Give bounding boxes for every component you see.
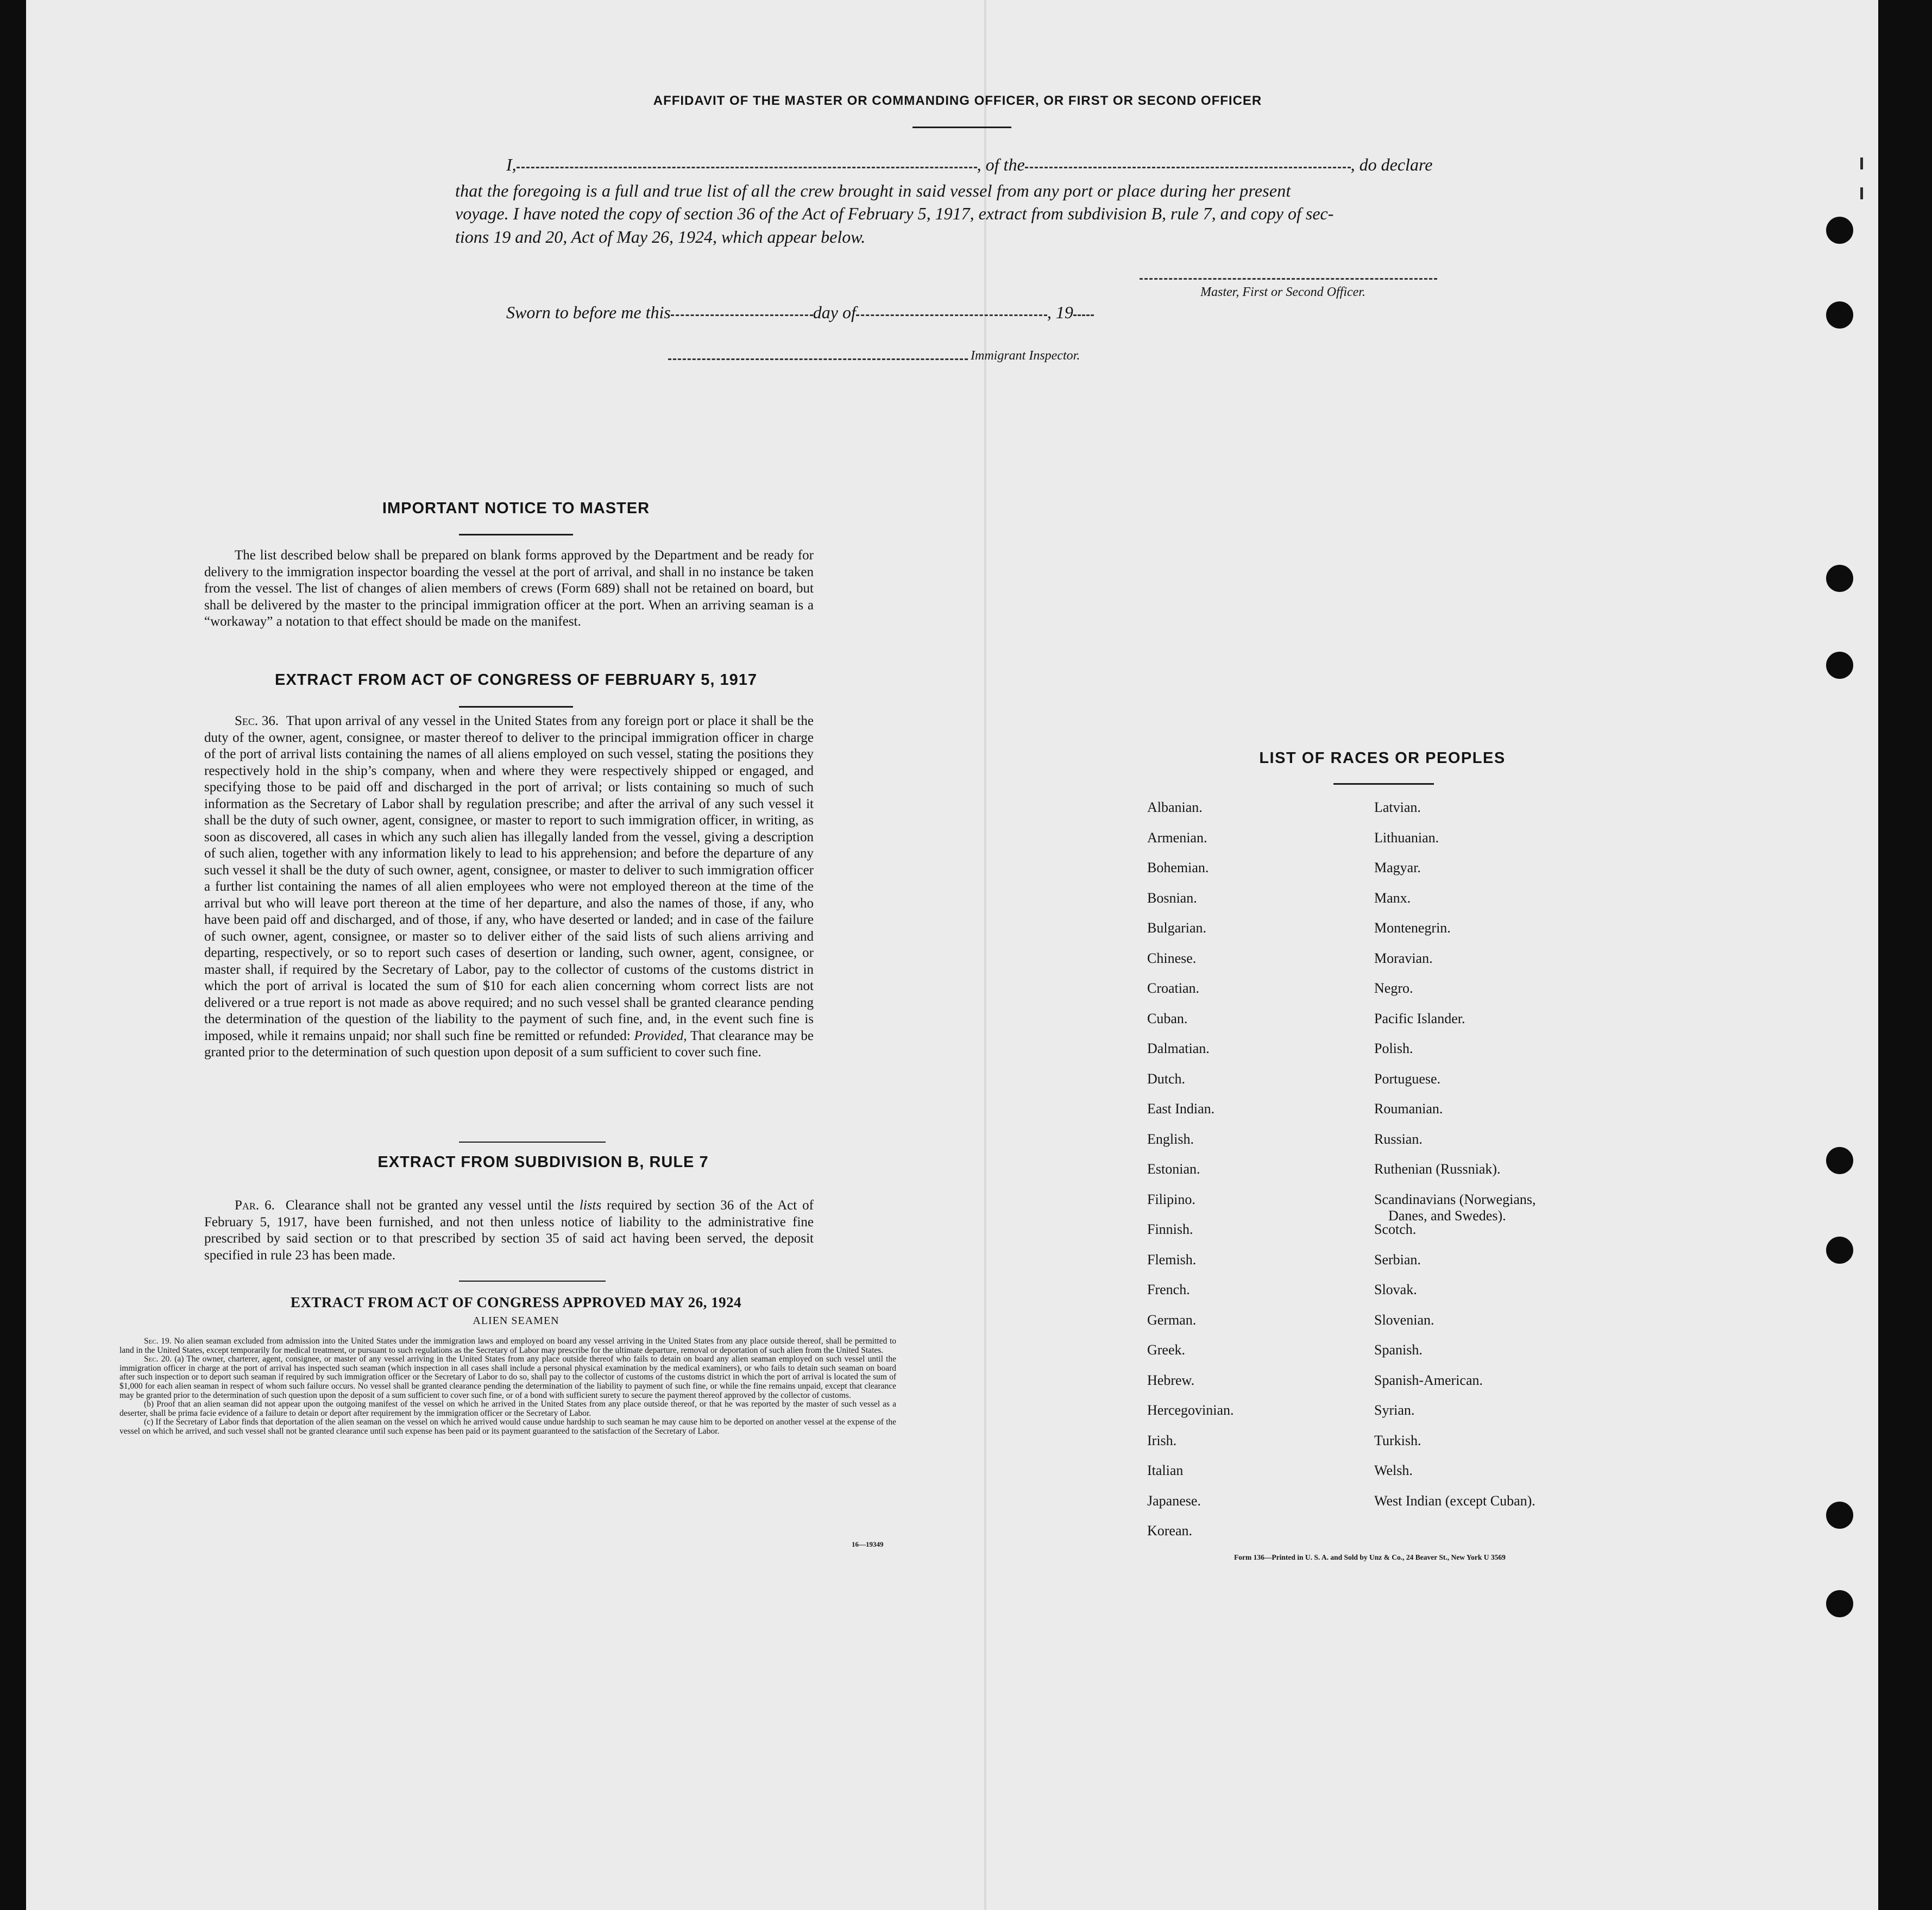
- inspector-label: Immigrant Inspector.: [971, 349, 1080, 363]
- sworn-day-of: day of: [813, 302, 856, 322]
- edge-mark: [1860, 157, 1863, 169]
- race-item: Japanese.: [1147, 1492, 1201, 1509]
- provided-word: Provided,: [634, 1028, 687, 1043]
- race-item: Moravian.: [1374, 950, 1433, 966]
- race-item: Scotch.: [1374, 1221, 1417, 1237]
- race-item: Bosnian.: [1147, 890, 1197, 906]
- race-item: Scandinavians (Norwegians,: [1374, 1191, 1536, 1207]
- race-item: Dutch.: [1147, 1070, 1186, 1087]
- binder-hole: [1826, 1590, 1853, 1617]
- race-item: Filipino.: [1147, 1191, 1195, 1207]
- race-item: Russian.: [1374, 1131, 1423, 1147]
- race-item: Spanish-American.: [1374, 1372, 1483, 1388]
- printer-footer: Form 136—Printed in U. S. A. and Sold by Unz & Co., 24 Beaver St., New York U 3569: [1234, 1553, 1506, 1561]
- section-rule: [459, 1142, 606, 1143]
- race-item: Polish.: [1374, 1041, 1413, 1056]
- section-20a-paragraph: [119, 1355, 896, 1400]
- race-item: Armenian.: [1147, 829, 1207, 846]
- race-item: Chinese.: [1147, 950, 1197, 966]
- affidavit-line4: tions 19 and 20, Act of May 26, 1924, which appear below.: [455, 227, 866, 247]
- section-19-text: No alien seaman excluded from admission into the United States under the immigration laws and employed on board any vessel arriving in the United States from any place outside thereof, shall be permitted to land in the United States, except temporarily for medical treatment, or pursuant to such regulations as the Secretary of Labor may prescribe for the ultimate departure, removal or deportation of such alien from the United States.: [119, 1337, 896, 1355]
- par-6-label: Par. 6.: [235, 1198, 275, 1213]
- binder-hole: [1826, 217, 1853, 244]
- race-item: Estonian.: [1147, 1161, 1200, 1177]
- race-item: Hebrew.: [1147, 1372, 1195, 1388]
- section-36-paragraph: [204, 713, 814, 1061]
- name-blank[interactable]: [517, 166, 977, 168]
- rule-7-title: EXTRACT FROM SUBDIVISION B, RULE 7: [377, 1153, 709, 1171]
- race-item: Negro.: [1374, 980, 1413, 996]
- race-item: Danes, and Swedes).: [1388, 1207, 1506, 1224]
- binder-hole: [1826, 565, 1853, 592]
- section-19-paragraph: [119, 1337, 896, 1355]
- notice-body: [204, 547, 814, 631]
- race-item: Portuguese.: [1374, 1070, 1441, 1087]
- alien-seamen-subtitle: ALIEN SEAMEN: [473, 1315, 559, 1327]
- lists-word: lists: [579, 1198, 602, 1213]
- title-rule: [912, 127, 1011, 128]
- race-item: Greek.: [1147, 1342, 1186, 1358]
- affidavit-declare: , do declare: [1350, 155, 1433, 174]
- extract-1917-body: [204, 713, 814, 1061]
- section-19-label: Sec. 19.: [144, 1337, 172, 1346]
- page-fold: [984, 0, 986, 1910]
- race-item: Roumanian.: [1374, 1101, 1443, 1117]
- par-6-text-a: Clearance shall not be granted any vessel until the: [285, 1198, 574, 1213]
- sworn-prefix: Sworn to before me this: [506, 302, 671, 322]
- race-item: Manx.: [1374, 890, 1411, 906]
- vessel-blank[interactable]: [1025, 166, 1351, 168]
- race-item: English.: [1147, 1131, 1194, 1147]
- inspector-signature-line[interactable]: [668, 358, 968, 360]
- binder-hole: [1826, 1147, 1853, 1174]
- act-1924-title: EXTRACT FROM ACT OF CONGRESS APPROVED MAY 26, 1924: [290, 1294, 742, 1310]
- race-item: Pacific Islander.: [1374, 1010, 1465, 1026]
- race-item: Albanian.: [1147, 799, 1203, 815]
- title-rule: [1333, 783, 1434, 785]
- notice-paragraph: The list described below shall be prepared on blank forms approved by the Department and be ready for delivery to the immigration inspector boarding the vessel at the port of arrival, and shall in no instance be taken from the vessel. The list of changes of alien members of crews (Form 689) shall not be retained on board, but shall be delivered by the master to the principal immigration officer at the port. When an arriving seaman is a “workaway” a notation to that effect should be made on the manifest.: [204, 548, 814, 629]
- race-item: Irish.: [1147, 1432, 1177, 1448]
- race-item: Hercegovinian.: [1147, 1402, 1234, 1418]
- par-6-paragraph: [204, 1197, 814, 1264]
- race-item: Welsh.: [1374, 1463, 1413, 1478]
- race-item: Cuban.: [1147, 1010, 1188, 1026]
- race-item: Magyar.: [1374, 860, 1421, 875]
- rule-7-body: [204, 1197, 814, 1264]
- race-item: Latvian.: [1374, 799, 1421, 815]
- race-item: Lithuanian.: [1374, 829, 1439, 846]
- par-6-text-b: required by section 36 of the Act of February 5, 1917, have been furnished, and not then unless notice of liability to the administrative fine prescribed by said section or to that prescribed by section 35 of said act having been served, the deposit specified in rule 23 has been made.: [204, 1198, 814, 1263]
- races-right-column: [1374, 798, 1754, 1548]
- race-item: Dalmatian.: [1147, 1041, 1210, 1056]
- edge-mark: [1860, 187, 1863, 199]
- form-code: 16—19349: [852, 1540, 884, 1548]
- race-item: Croatian.: [1147, 980, 1200, 996]
- sworn-month-blank[interactable]: [856, 314, 1047, 316]
- races-title: LIST OF RACES OR PEOPLES: [1259, 749, 1506, 767]
- affidavit-title: AFFIDAVIT OF THE MASTER OR COMMANDING OFFICER, OR FIRST OR SECOND OFFICER: [653, 93, 1262, 108]
- binder-hole: [1826, 1237, 1853, 1264]
- section-rule: [459, 1281, 606, 1282]
- affidavit-line1: [506, 152, 1468, 178]
- extract-1917-title: EXTRACT FROM ACT OF CONGRESS OF FEBRUARY 5, 1917: [274, 671, 758, 689]
- race-item: Korean.: [1147, 1523, 1193, 1539]
- race-item: French.: [1147, 1282, 1190, 1297]
- title-rule: [459, 706, 573, 708]
- affidavit-of-the: , of the: [977, 155, 1025, 174]
- notice-title: IMPORTANT NOTICE TO MASTER: [382, 500, 650, 517]
- binder-hole: [1826, 1502, 1853, 1529]
- race-item: German.: [1147, 1312, 1197, 1328]
- section-36-label: Sec. 36.: [235, 714, 279, 728]
- sworn-year: , 19: [1047, 302, 1073, 322]
- races-left-column: [1147, 798, 1354, 1548]
- race-item: East Indian.: [1147, 1101, 1215, 1117]
- race-item: Serbian.: [1374, 1251, 1421, 1268]
- sworn-year-blank[interactable]: [1073, 314, 1094, 316]
- sworn-line: [506, 300, 1094, 325]
- binder-hole: [1826, 652, 1853, 679]
- affidavit-i: I,: [506, 155, 517, 174]
- race-item: Ruthenian (Russniak).: [1374, 1161, 1501, 1177]
- race-item: Syrian.: [1374, 1402, 1415, 1418]
- race-item: Slovenian.: [1374, 1312, 1434, 1328]
- race-item: West Indian (except Cuban).: [1374, 1492, 1535, 1509]
- race-item: Turkish.: [1374, 1432, 1421, 1448]
- binder-hole: [1826, 301, 1853, 329]
- race-item: Flemish.: [1147, 1251, 1197, 1268]
- section-20b-paragraph: (b) Proof that an alien seaman did not appear upon the outgoing manifest of the vessel on which he arrived in the United States from any place outside thereof, or that he was reported by the master of such vessel as a deserter, shall be prima facie evidence of a failure to detain or deport after requirement by the immigration officer or the Secretary of Labor.: [119, 1400, 896, 1418]
- race-item: Slovak.: [1374, 1282, 1417, 1297]
- race-item: Montenegrin.: [1374, 920, 1451, 936]
- master-label: Master, First or Second Officer.: [1200, 285, 1365, 299]
- section-20-label: Sec. 20.: [144, 1354, 172, 1364]
- section-36-text-end: That clearance may be granted prior to the determination of such question upon deposit of a sum sufficient to cover such fine.: [204, 1028, 814, 1060]
- race-item: Italian: [1147, 1463, 1184, 1478]
- affidavit-line3: voyage. I have noted the copy of section 36 of the Act of February 5, 1917, extract from subdivision B, rule 7, and copy of sec-: [455, 204, 1334, 223]
- affidavit-line2: that the foregoing is a full and true list of all the crew brought in said vessel from any port or place during her present: [455, 181, 1291, 200]
- title-rule: [459, 534, 573, 535]
- section-36-text: That upon arrival of any vessel in the United States from any foreign port or place it shall be the duty of the owner, agent, consignee, or master thereof to deliver to the principal immigration officer in charge of the port of arrival lists containing the names of all aliens employed on such vessel, stating the positions they respectively hold in the ship’s company, when and where they were respectively shipped or engaged, and specifying those to be paid off and discharged in the port of arrival; or lists containing so much of such information as the Secretary of Labor shall by regulation prescribe; and after the arrival of any such vessel it shall be the duty of such owner, agent, consignee, or master to report to such immigration officer, in writing, as soon as discovered, all cases in which any such alien has illegally landed from the vessel, giving a description of such alien, together with any information likely to lead to his apprehension; and before the departure of any such vessel it shall be the duty of such owner, agent, consignee, or master to deliver to such immigration officer a further list containing the names of all alien employees who were not employed thereon at the time of the arrival but who will leave port thereon at the time of her departure, and also the names of those, if any, who have been paid off and discharged, and of those, if any, who have deserted or landed; and in case of the failure of such owner, agent, consignee, or master so to deliver either of the said lists of such aliens arriving and departing, respectively, or so to report such cases of desertion or landing, such owner, agent, consignee, or master shall, if required by the Secretary of Labor, pay to the collector of customs of the customs district in which the port of arrival is located the sum of $10 for each alien concerning whom correct lists are not delivered or a true report is not made as above required; and no such vessel shall be granted clearance pending the determination of the question of the liability to the payment of such fine, and, in the event such fine is imposed, while it remains unpaid; nor shall such fine be remitted or refunded:: [204, 714, 814, 1043]
- section-20c-paragraph: (c) If the Secretary of Labor finds that deportation of the alien seaman on the vessel on which he arrived would cause undue hardship to such seaman he may cause him to be deported on another vessel at the expense of the vessel on which he arrived, and such vessel shall not be granted clearance until such expense has been paid or its payment guaranteed to the satisfaction of the Secretary of Labor.: [119, 1417, 896, 1436]
- act-1924-body: [119, 1337, 896, 1436]
- race-item: Spanish.: [1374, 1342, 1423, 1358]
- sworn-date-blank[interactable]: [671, 314, 813, 316]
- race-item: Bulgarian.: [1147, 920, 1207, 936]
- race-item: Bohemian.: [1147, 860, 1209, 875]
- section-20a-text: (a) The owner, charterer, agent, consignee, or master of any vessel arriving in the United States from any place outside thereof who fails to detain on board any alien seaman employed on such vessel until the immigration officer in charge at the port of arrival has inspected such seaman (which inspection in all cases shall include a personal physical examination by the medical examiners), or who fails to detain such seaman on board after such inspection or to deport such seaman if required by such immigration officer or the Secretary of Labor to do so, shall pay to the collector of customs of the customs district in which the port of arrival is located the sum of $1,000 for each alien seaman in respect of whom such failure occurs. No vessel shall be granted clearance pending the determination of the liability to payment of such fine, or while the fine remains unpaid, except that clearance may be granted prior to the determination of such question upon the deposit of a sum sufficient to cover such fine, or of a bond with sufficient surety to secure the payment thereof approved by the collector of customs.: [119, 1354, 896, 1400]
- race-item: Finnish.: [1147, 1221, 1193, 1237]
